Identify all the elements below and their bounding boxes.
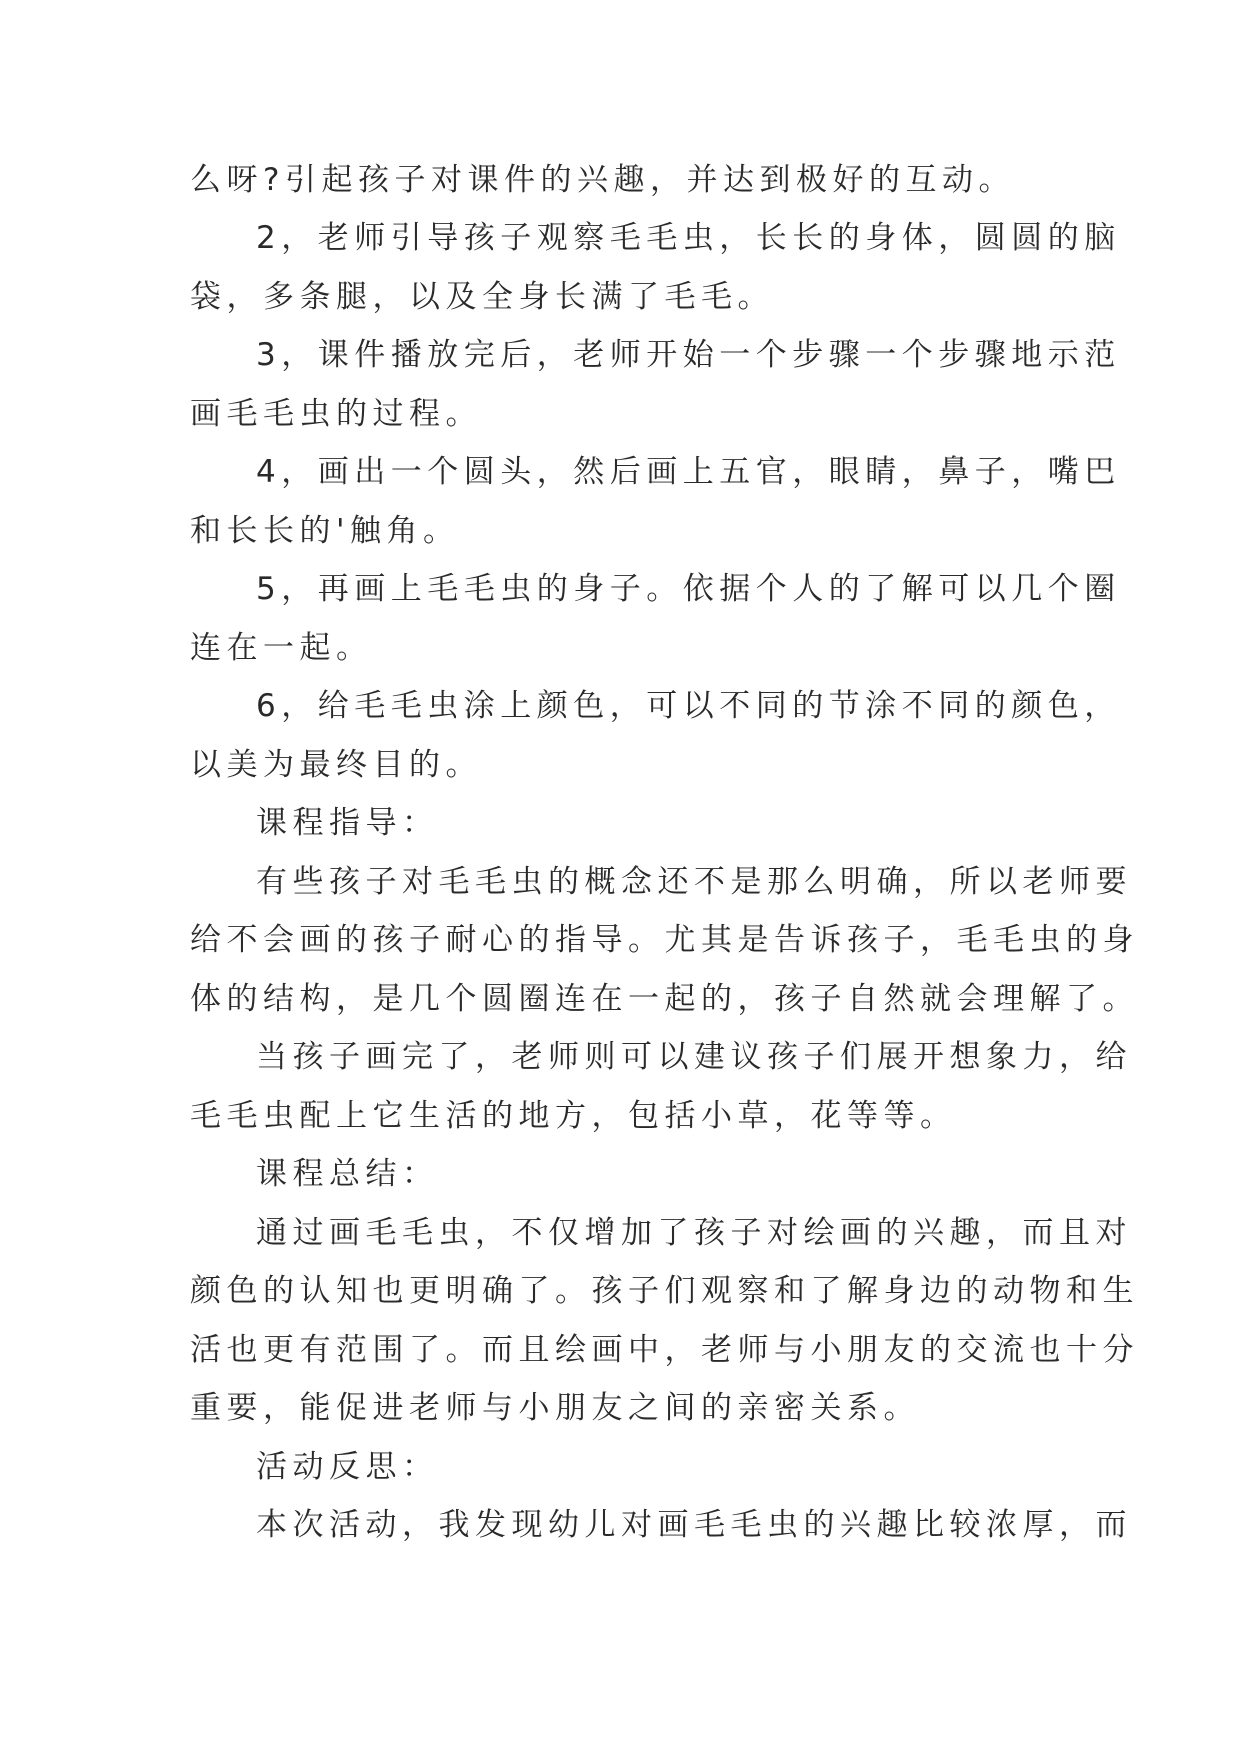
text-line: 以美为最终目的。: [190, 747, 482, 783]
text-line: 连在一起。: [190, 630, 373, 666]
text-line: 活也更有范围了。而且绘画中，老师与小朋友的交流也十分: [190, 1332, 1139, 1368]
text-line: 有些孩子对毛毛虫的概念还不是那么明确，所以老师要: [256, 864, 1132, 900]
text-line: 2，老师引导孩子观察毛毛虫，长长的身体，圆圆的脑: [256, 220, 1121, 256]
text-line: 3，课件播放完后，老师开始一个步骤一个步骤地示范: [256, 337, 1121, 373]
text-line: 通过画毛毛虫，不仅增加了孩子对绘画的兴趣，而且对: [256, 1215, 1132, 1251]
text-line: 毛毛虫配上它生活的地方，包括小草，花等等。: [190, 1098, 957, 1134]
text-line: 当孩子画完了，老师则可以建议孩子们展开想象力，给: [256, 1039, 1132, 1075]
text-line: 6，给毛毛虫涂上颜色，可以不同的节涂不同的颜色，: [256, 688, 1121, 724]
text-line: 4，画出一个圆头，然后画上五官，眼睛，鼻子，嘴巴: [256, 454, 1121, 490]
text-line: 和长长的'触角。: [190, 513, 460, 549]
text-line: 重要，能促进老师与小朋友之间的亲密关系。: [190, 1390, 920, 1426]
text-line: 袋，多条腿，以及全身长满了毛毛。: [190, 279, 774, 315]
text-line: 本次活动，我发现幼儿对画毛毛虫的兴趣比较浓厚，而: [256, 1507, 1132, 1543]
section-heading: 课程总结：: [256, 1156, 439, 1192]
section-heading: 课程指导：: [256, 805, 439, 841]
text-line: 体的结构，是几个圆圈连在一起的，孩子自然就会理解了。: [190, 981, 1139, 1017]
text-line: 画毛毛虫的过程。: [190, 396, 482, 432]
text-line: 颜色的认知也更明确了。孩子们观察和了解身边的动物和生: [190, 1273, 1139, 1309]
section-heading: 活动反思：: [256, 1449, 439, 1485]
text-line: 给不会画的孩子耐心的指导。尤其是告诉孩子，毛毛虫的身: [190, 922, 1139, 958]
text-line: 么呀?引起孩子对课件的兴趣，并达到极好的互动。: [190, 162, 1015, 198]
text-line: 5，再画上毛毛虫的身子。依据个人的了解可以几个圈: [256, 571, 1121, 607]
